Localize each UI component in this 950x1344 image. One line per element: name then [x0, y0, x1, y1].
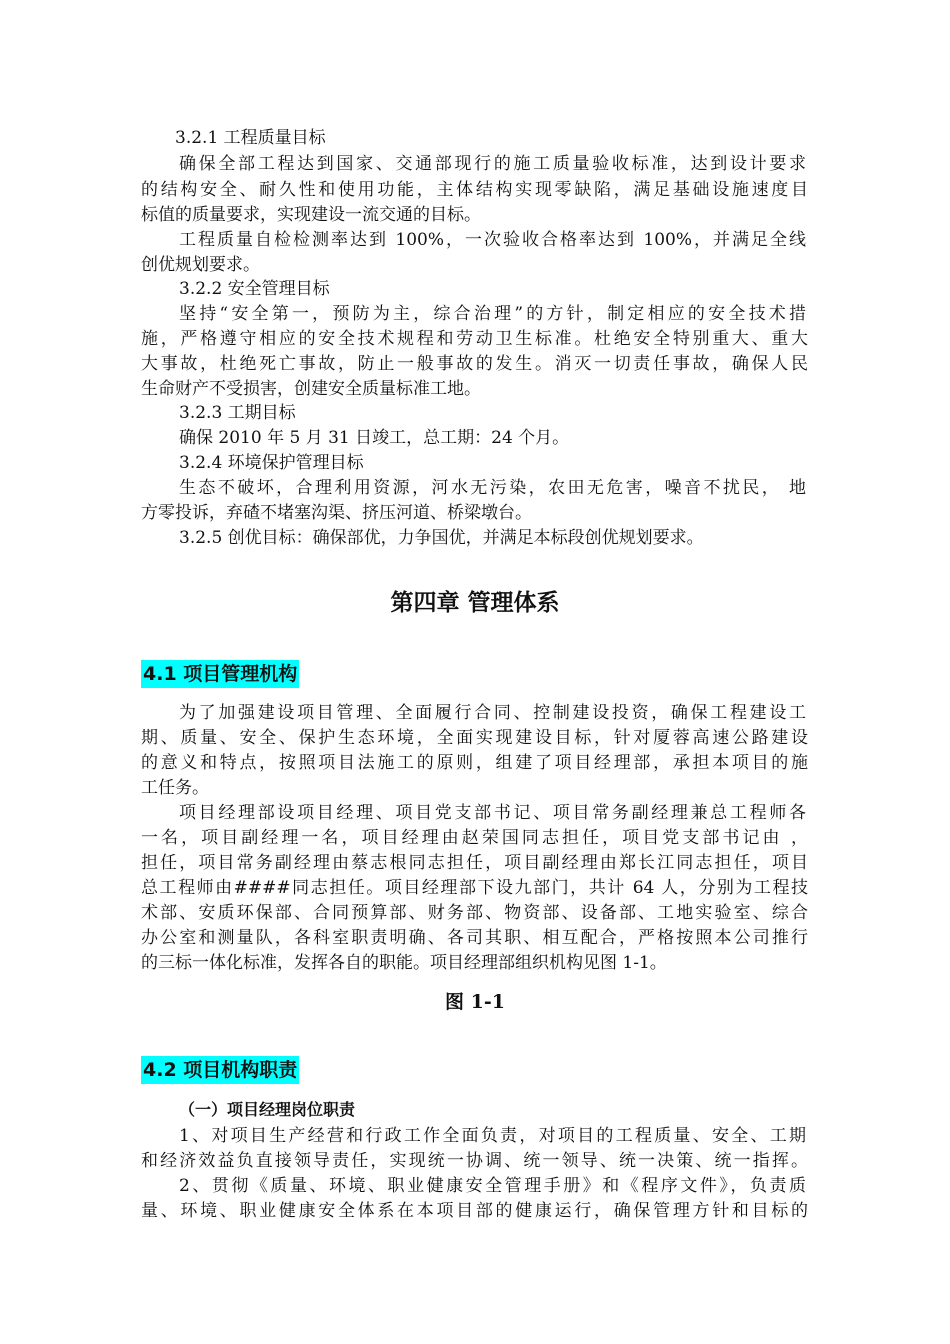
text-line: 生态不破坏，合理利用资源，河水无污染，农田无危害，噪音不扰民， 地: [179, 478, 806, 498]
subheading: （一）项目经理岗位职责: [179, 1100, 356, 1119]
text-line: 创优规划要求。: [141, 255, 260, 275]
heading-3-2-3: 3.2.3 工期目标: [179, 403, 296, 423]
text-line: 量、环境、职业健康安全体系在本项目部的健康运行，确保管理方针和目标的: [141, 1201, 808, 1221]
figure-caption: 图 1-1: [445, 991, 505, 1013]
section-heading-4-2: 4.2 项目机构职责: [141, 1056, 299, 1084]
text-line: 确保 2010 年 5 月 31 日竣工，总工期：24 个月。: [179, 428, 570, 448]
text-line: 2、贯彻《质量、环境、职业健康安全管理手册》和《程序文件》，负责质: [179, 1176, 806, 1196]
text-line: 为了加强建设项目管理、全面履行合同、控制建设投资，确保工程建设工: [179, 703, 806, 723]
text-line: 坚持“安全第一，预防为主，综合治理”的方针，制定相应的安全技术措: [179, 304, 806, 324]
text-line: 办公室和测量队，各科室职责明确、各司其职、相互配合，严格按照本公司推行: [141, 928, 808, 948]
text-line: 施，严格遵守相应的安全技术规程和劳动卫生标准。杜绝安全特别重大、重大: [141, 329, 808, 349]
chapter-title: 第四章 管理体系: [390, 590, 560, 616]
text-line: 的三标一体化标准，发挥各自的职能。项目经理部组织机构见图 1-1。: [141, 953, 667, 973]
text-line: 工任务。: [141, 778, 209, 798]
section-heading-4-1: 4.1 项目管理机构: [141, 660, 299, 688]
text-line: 确保全部工程达到国家、交通部现行的施工质量验收标准，达到设计要求: [179, 154, 806, 174]
text-line: 标值的质量要求，实现建设一流交通的目标。: [141, 205, 481, 225]
text-line: 项目经理部设项目经理、项目党支部书记、项目常务副经理兼总工程师各: [179, 803, 806, 823]
text-line: 生命财产不受损害，创建安全质量标准工地。: [141, 379, 481, 399]
heading-3-2-4: 3.2.4 环境保护管理目标: [179, 453, 364, 473]
text-line: 一名，项目副经理一名，项目经理由赵荣国同志担任，项目党支部书记由 ，: [141, 828, 808, 848]
text-line: 总工程师由####同志担任。项目经理部下设九部门，共计 64 人，分别为工程技: [141, 878, 808, 898]
text-line-3-2-5: 3.2.5 创优目标：确保部优，力争国优，并满足本标段创优规划要求。: [179, 528, 704, 548]
text-line: 担任，项目常务副经理由蔡志根同志担任，项目副经理由郑长江同志担任，项目: [141, 853, 808, 873]
text-line: 方零投诉，弃碴不堵塞沟渠、挤压河道、桥梁墩台。: [141, 503, 532, 523]
text-line: 和经济效益负直接领导责任，实现统一协调、统一领导、统一决策、统一指挥。: [141, 1151, 808, 1171]
heading-3-2-2: 3.2.2 安全管理目标: [179, 279, 330, 299]
text-line: 术部、安质环保部、合同预算部、财务部、物资部、设备部、工地实验室、综合: [141, 903, 808, 923]
text-line: 1、对项目生产经营和行政工作全面负责，对项目的工程质量、安全、工期: [179, 1126, 806, 1146]
text-line: 的意义和特点，按照项目法施工的原则，组建了项目经理部，承担本项目的施: [141, 753, 808, 773]
text-line: 期、质量、安全、保护生态环境，全面实现建设目标，针对厦蓉高速公路建设: [141, 728, 808, 748]
text-line: 工程质量自检检测率达到 100%，一次验收合格率达到 100%，并满足全线: [179, 230, 806, 250]
heading-3-2-1: 3.2.1 工程质量目标: [175, 128, 326, 148]
text-line: 大事故，杜绝死亡事故，防止一般事故的发生。消灭一切责任事故，确保人民: [141, 354, 808, 374]
text-line: 的结构安全、耐久性和使用功能，主体结构实现零缺陷，满足基础设施速度目: [141, 180, 808, 200]
